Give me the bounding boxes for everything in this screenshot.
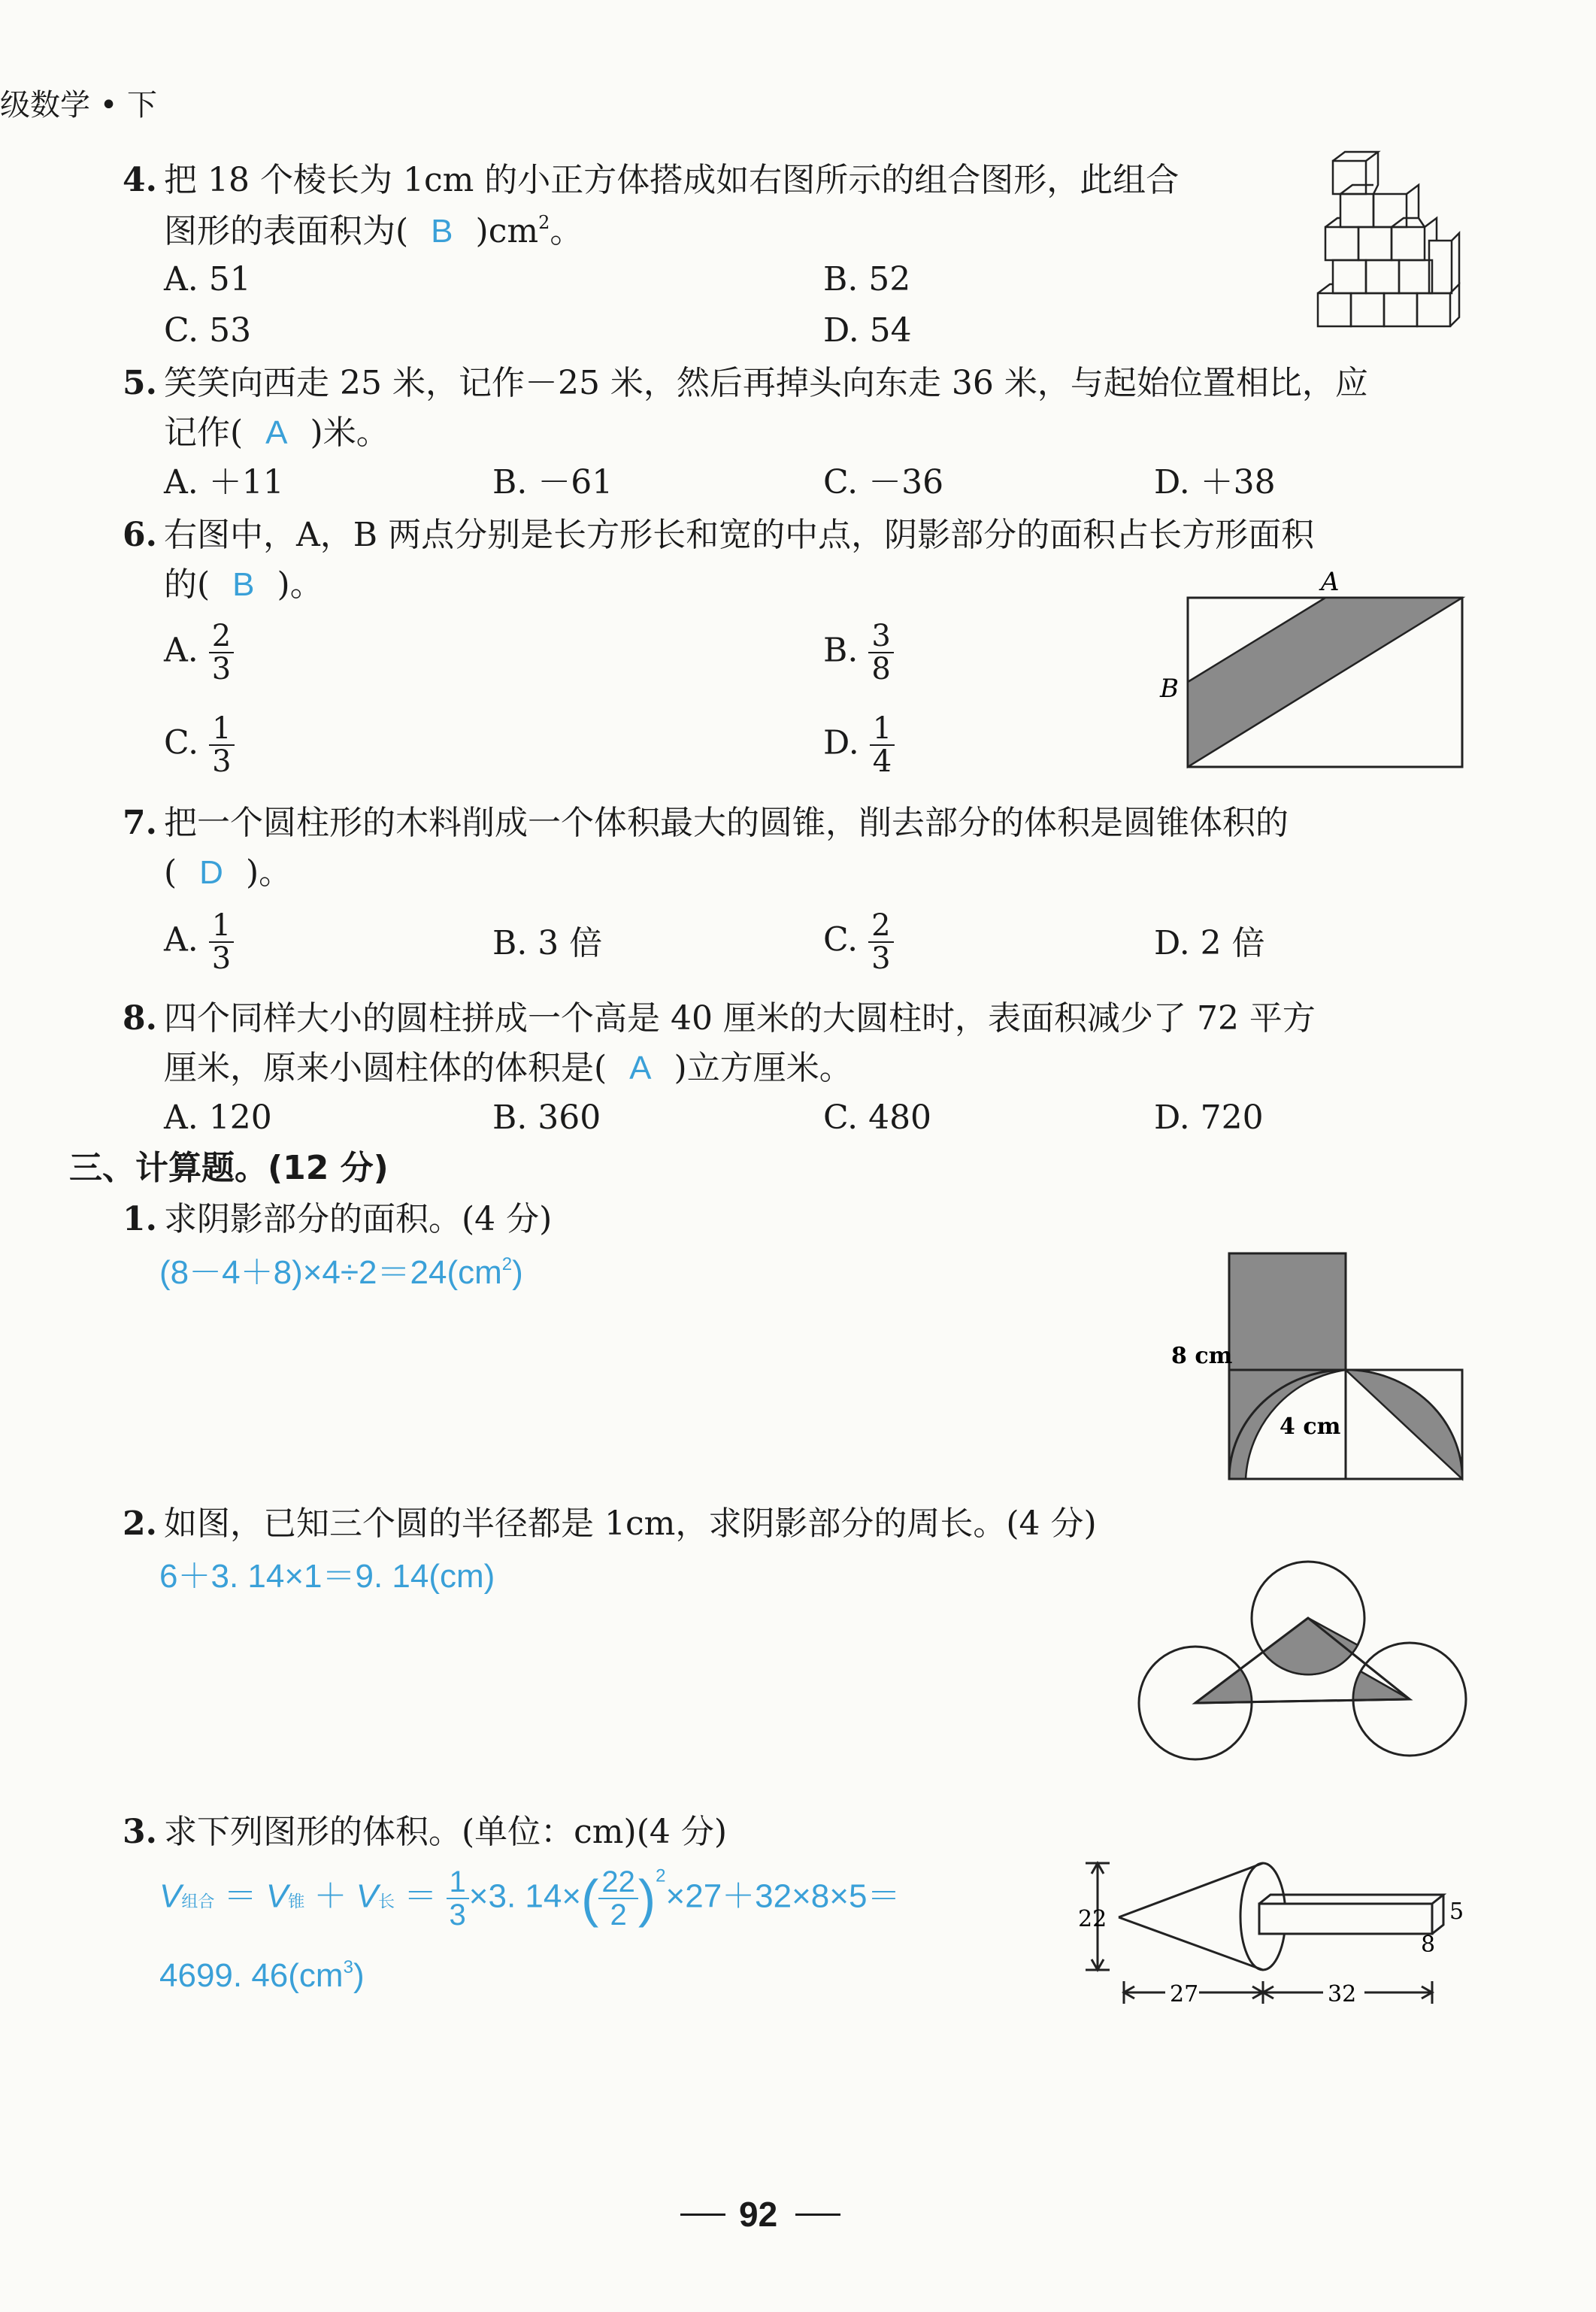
- question-number: 7.: [123, 804, 157, 842]
- dim-27: 27: [1170, 1981, 1199, 2007]
- fraction: $\frac{3}{8}$: [868, 620, 893, 685]
- option-b: B. －61: [492, 463, 613, 501]
- fraction: $\frac{1}{3}$: [209, 713, 234, 777]
- answer: 4699. $46(cm^3)$: [159, 1957, 365, 1994]
- dim-5: 5: [1449, 1898, 1464, 1925]
- question-number: 8.: [123, 999, 157, 1038]
- label-4cm: 4 cm: [1280, 1414, 1341, 1440]
- question-text-2: 厘米，原来小圆柱体的体积是( A )立方厘米。: [164, 1049, 853, 1087]
- option-d: D. 2 倍: [1154, 924, 1265, 962]
- option-b: B. $\frac{3}{8}$: [823, 620, 894, 685]
- rectangle-figure: [1154, 568, 1470, 778]
- shaded-area-figure: [1158, 1244, 1473, 1485]
- label-a: A: [1321, 568, 1340, 597]
- option-c: C. $\frac{1}{3}$: [164, 713, 235, 777]
- page-number-line-right: [795, 2214, 840, 2216]
- page-header: 级数学 • 下: [0, 88, 158, 123]
- question-text: 笑笑向西走 25 米，记作－25 米，然后再掉头向东走 36 米，与起始位置相比，应: [164, 364, 1368, 402]
- answer: $(8-4+8)\times 4\div 2=24(cm^2)$: [159, 1254, 523, 1291]
- answer: B: [431, 213, 453, 250]
- answer: A: [629, 1050, 652, 1086]
- option-a: A. $\frac{2}{3}$: [164, 620, 234, 685]
- dim-8: 8: [1421, 1932, 1436, 1958]
- question-text-2: 记作( A )米。: [164, 414, 389, 452]
- option-a: A. 120: [164, 1098, 272, 1137]
- question-number: 3.: [123, 1813, 157, 1851]
- option-b: B. 3 倍: [492, 924, 603, 962]
- option-c: C. $\frac{2}{3}$: [823, 910, 894, 974]
- option-b: B. 360: [492, 1098, 601, 1137]
- shaded-segment: [1346, 1370, 1462, 1479]
- option-a: A. 51: [164, 260, 251, 298]
- three-circles-figure: [1135, 1549, 1473, 1774]
- dim-32: 32: [1328, 1981, 1357, 2007]
- page-number: 92: [739, 2195, 778, 2234]
- cube-stack-figure: [1312, 150, 1462, 335]
- fraction: $\frac{1}{4}$: [870, 713, 895, 777]
- question-text-2: 图形的表面积为( B )$cm^2$。: [164, 212, 583, 250]
- question-text-2: ( D )。: [164, 853, 292, 892]
- fraction: $\frac{2}{3}$: [209, 620, 234, 685]
- question-number: 5.: [123, 364, 157, 402]
- question-text: 把一个圆柱形的木料削成一个体积最大的圆锥，削去部分的体积是圆锥体积的: [164, 804, 1289, 842]
- shaded-rectangle: [1229, 1253, 1346, 1370]
- formula: V组合 ＝ V锥 ＋ V长 ＝ $\frac{1}{3}$ ×3. 14×( $\frac{22}{2}$ )$^2$×27＋32×8×5＝: [159, 1865, 901, 1932]
- option-c: C. －36: [823, 463, 944, 501]
- option-d: D. $\frac{1}{4}$: [823, 713, 895, 777]
- fraction: $\frac{1}{3}$: [209, 910, 234, 974]
- option-b: B. 52: [823, 260, 911, 298]
- question-text: 求阴影部分的面积。(4 分): [164, 1200, 553, 1238]
- label-8cm: 8 cm: [1171, 1343, 1233, 1369]
- question-text: 四个同样大小的圆柱拼成一个高是 40 厘米的大圆柱时，表面积减少了 72 平方: [164, 999, 1316, 1038]
- option-a: A. $\frac{1}{3}$: [164, 910, 234, 974]
- answer: A: [265, 414, 288, 451]
- question-text: 求下列图形的体积。(单位：cm)(4 分): [164, 1813, 728, 1851]
- fraction: $\frac{2}{3}$: [868, 910, 893, 974]
- question-number: 1.: [123, 1200, 157, 1238]
- fraction: $\frac{22}{2}$: [598, 1866, 638, 1931]
- dim-22: 22: [1078, 1906, 1107, 1932]
- answer: 6＋3. 14×1＝9. 14(cm): [159, 1558, 495, 1595]
- section-heading: 三、计算题。(12 分): [69, 1149, 389, 1187]
- question-text: 如图，已知三个圆的半径都是 1cm，求阴影部分的周长。(4 分): [164, 1504, 1097, 1543]
- answer: B: [232, 566, 255, 603]
- question-number: 6.: [123, 516, 157, 554]
- option-c: C. 53: [164, 311, 252, 350]
- cone-cuboid-figure: [1068, 1850, 1481, 2015]
- question-text: 把 18 个棱长为 1cm 的小正方体搭成如右图所示的组合图形，此组合: [164, 161, 1180, 199]
- shaded-band: [1188, 598, 1462, 767]
- fraction: $\frac{1}{3}$: [447, 1866, 469, 1931]
- question-number: 2.: [123, 1504, 157, 1543]
- question-number: 4.: [123, 161, 157, 199]
- page-number-line-left: [680, 2214, 725, 2216]
- label-b: B: [1160, 674, 1179, 704]
- option-a: A. ＋11: [164, 463, 284, 501]
- option-d: D. 720: [1154, 1098, 1264, 1137]
- question-text: 右图中，A，B 两点分别是长方形长和宽的中点，阴影部分的面积占长方形面积: [164, 516, 1315, 554]
- option-c: C. 480: [823, 1098, 932, 1137]
- option-d: D. 54: [823, 311, 912, 350]
- question-text-2: 的( B )。: [164, 565, 323, 604]
- answer: D: [199, 854, 223, 891]
- option-d: D. ＋38: [1154, 463, 1276, 501]
